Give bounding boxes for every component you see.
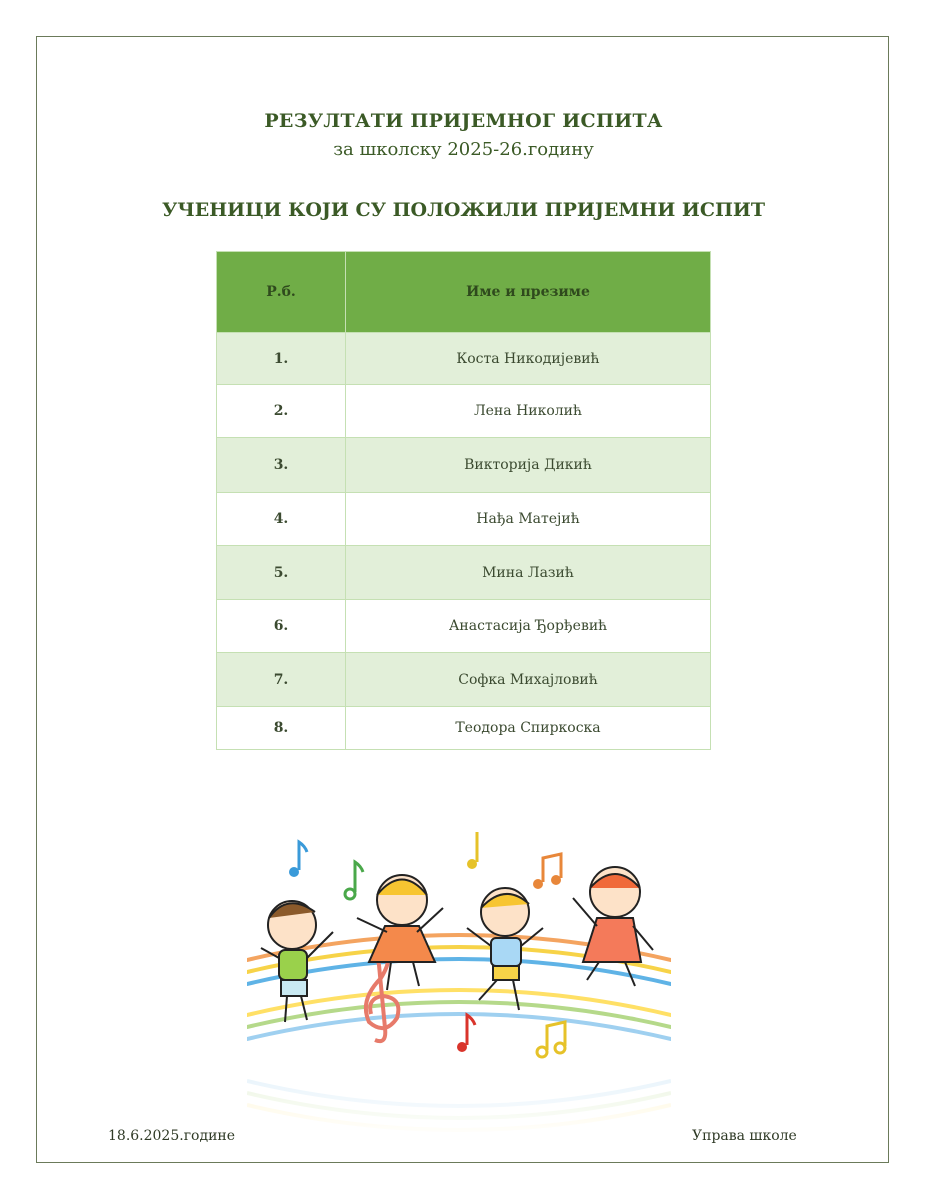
- column-header-number: Р.б.: [217, 252, 346, 333]
- table-row: [217, 333, 711, 385]
- document-subtitle: за школску 2025-26.годину: [333, 139, 594, 160]
- student-name: Теодора Спиркоска: [346, 707, 711, 750]
- document-date: 18.6.2025.године: [108, 1128, 236, 1144]
- document-title: РЕЗУЛТАТИ ПРИЈЕМНОГ ИСПИТА: [264, 110, 663, 132]
- signature-label: Управа школе: [692, 1128, 797, 1144]
- row-number: 6.: [217, 600, 346, 653]
- student-name: Викторија Дикић: [346, 438, 711, 493]
- student-name: Софка Михајловић: [346, 653, 711, 707]
- column-header-name: Име и презиме: [346, 252, 711, 333]
- table-row: [217, 385, 711, 438]
- row-number: 4.: [217, 493, 346, 546]
- results-table: [216, 251, 711, 750]
- student-name: Анастасија Ђорђевић: [346, 600, 711, 653]
- row-number: 7.: [217, 653, 346, 707]
- table-row: [217, 438, 711, 493]
- table-row: [217, 493, 711, 546]
- row-number: 5.: [217, 546, 346, 600]
- row-number: 3.: [217, 438, 346, 493]
- section-title: УЧЕНИЦИ КОЈИ СУ ПОЛОЖИЛИ ПРИЈЕМНИ ИСПИТ: [161, 199, 766, 221]
- row-number: 2.: [217, 385, 346, 438]
- row-number: 8.: [217, 707, 346, 750]
- student-name: Лена Николић: [346, 385, 711, 438]
- student-name: Нађа Матејић: [346, 493, 711, 546]
- table-row: [217, 653, 711, 707]
- dancing-children-illustration: [247, 800, 671, 1140]
- row-number: 1.: [217, 333, 346, 385]
- student-name: Мина Лазић: [346, 546, 711, 600]
- child-figure-icon: [357, 875, 443, 990]
- table-row: [217, 600, 711, 653]
- student-name: Коста Никодијевић: [346, 333, 711, 385]
- table-row: [217, 546, 711, 600]
- table-row: [217, 707, 711, 750]
- table-header-row: [217, 252, 711, 333]
